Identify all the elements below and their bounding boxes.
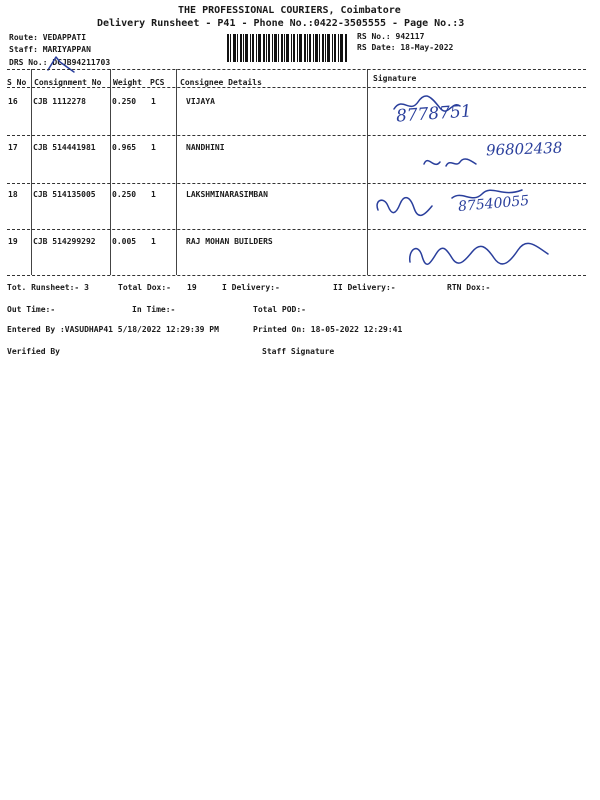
table-top-rule [7, 69, 586, 70]
signature-digits: 8778751 [395, 101, 473, 127]
col-header-consignee: Consignee Details [180, 78, 262, 87]
in-time: In Time:- [132, 305, 176, 314]
cell-consignment: CJB 514135005 [33, 190, 96, 199]
cell-consignee: RAJ MOHAN BUILDERS [186, 237, 273, 246]
rtn-dox: RTN Dox:- [447, 283, 491, 292]
cell-pcs: 1 [151, 190, 156, 199]
cell-weight: 0.250 [112, 97, 137, 106]
col-header-signature: Signature [373, 74, 417, 83]
cell-consignment: CJB 514299292 [33, 237, 96, 246]
cell-pcs: 1 [151, 143, 156, 152]
column-divider [110, 69, 111, 275]
tot-runsheet: Tot. Runsheet:- 3 [7, 283, 89, 292]
col-header-consignment: Consignment No [34, 78, 102, 87]
ii-delivery: II Delivery:- [333, 283, 396, 292]
column-divider [367, 69, 368, 275]
col-header-pcs: PCS [150, 78, 165, 87]
column-divider [31, 69, 32, 275]
handwritten-signature [404, 236, 554, 270]
col-header-sno: S No [7, 78, 27, 87]
total-dox-value: 19 [187, 283, 197, 292]
handwritten-signature [372, 186, 542, 226]
cell-weight: 0.965 [112, 143, 137, 152]
table-header-rule [7, 87, 586, 88]
rs-number: RS No.: 942117 [357, 32, 425, 41]
cell-consignee: NANDHINI [186, 143, 225, 152]
drs-number: DRS No.: DCJB94211703 [9, 58, 111, 67]
cell-consignee: VIJAYA [186, 97, 215, 106]
staff-label: Staff: MARIYAPPAN [9, 45, 91, 54]
cell-consignment: CJB 514441981 [33, 143, 96, 152]
handwritten-signature [392, 94, 462, 116]
rs-date: RS Date: 18-May-2022 [357, 43, 454, 52]
printed-on: Printed On: 18-05-2022 12:29:41 [253, 325, 403, 334]
cell-pcs: 1 [151, 97, 156, 106]
cell-consignee: LAKSHMINARASIMBAN [186, 190, 268, 199]
total-dox-label: Total Dox:- [118, 283, 171, 292]
cell-consignment: CJB 1112278 [33, 97, 86, 106]
pen-mark [46, 52, 86, 74]
table-bottom-rule [7, 275, 586, 276]
row-divider [7, 183, 586, 184]
signature-digits: 87540055 [457, 192, 530, 216]
cell-weight: 0.250 [112, 190, 137, 199]
runsheet-subtitle: Delivery Runsheet - P41 - Phone No.:0422-3505555 - Page No.:3 [97, 18, 465, 29]
staff-signature: Staff Signature [262, 347, 335, 356]
verified-by: Verified By [7, 347, 60, 356]
barcode-image [227, 34, 347, 62]
signature-digits: 96802438 [485, 138, 563, 160]
out-time: Out Time:- [7, 305, 56, 314]
cell-pcs: 1 [151, 237, 156, 246]
cell-weight: 0.005 [112, 237, 137, 246]
company-title: THE PROFESSIONAL COURIERS, Coimbatore [178, 5, 401, 16]
route-label: Route: VEDAPPATI [9, 33, 87, 42]
cell-sno: 18 [8, 190, 18, 199]
i-delivery: I Delivery:- [222, 283, 280, 292]
row-divider [7, 135, 586, 136]
column-divider [176, 69, 177, 275]
cell-sno: 17 [8, 143, 18, 152]
row-divider [7, 229, 586, 230]
cell-sno: 19 [8, 237, 18, 246]
col-header-weight: Weight [113, 78, 142, 87]
cell-sno: 16 [8, 97, 18, 106]
handwritten-signature [420, 150, 480, 172]
entered-by: Entered By :VASUDHAP41 5/18/2022 12:29:39 PM [7, 325, 219, 334]
total-pod: Total POD:- [253, 305, 306, 314]
